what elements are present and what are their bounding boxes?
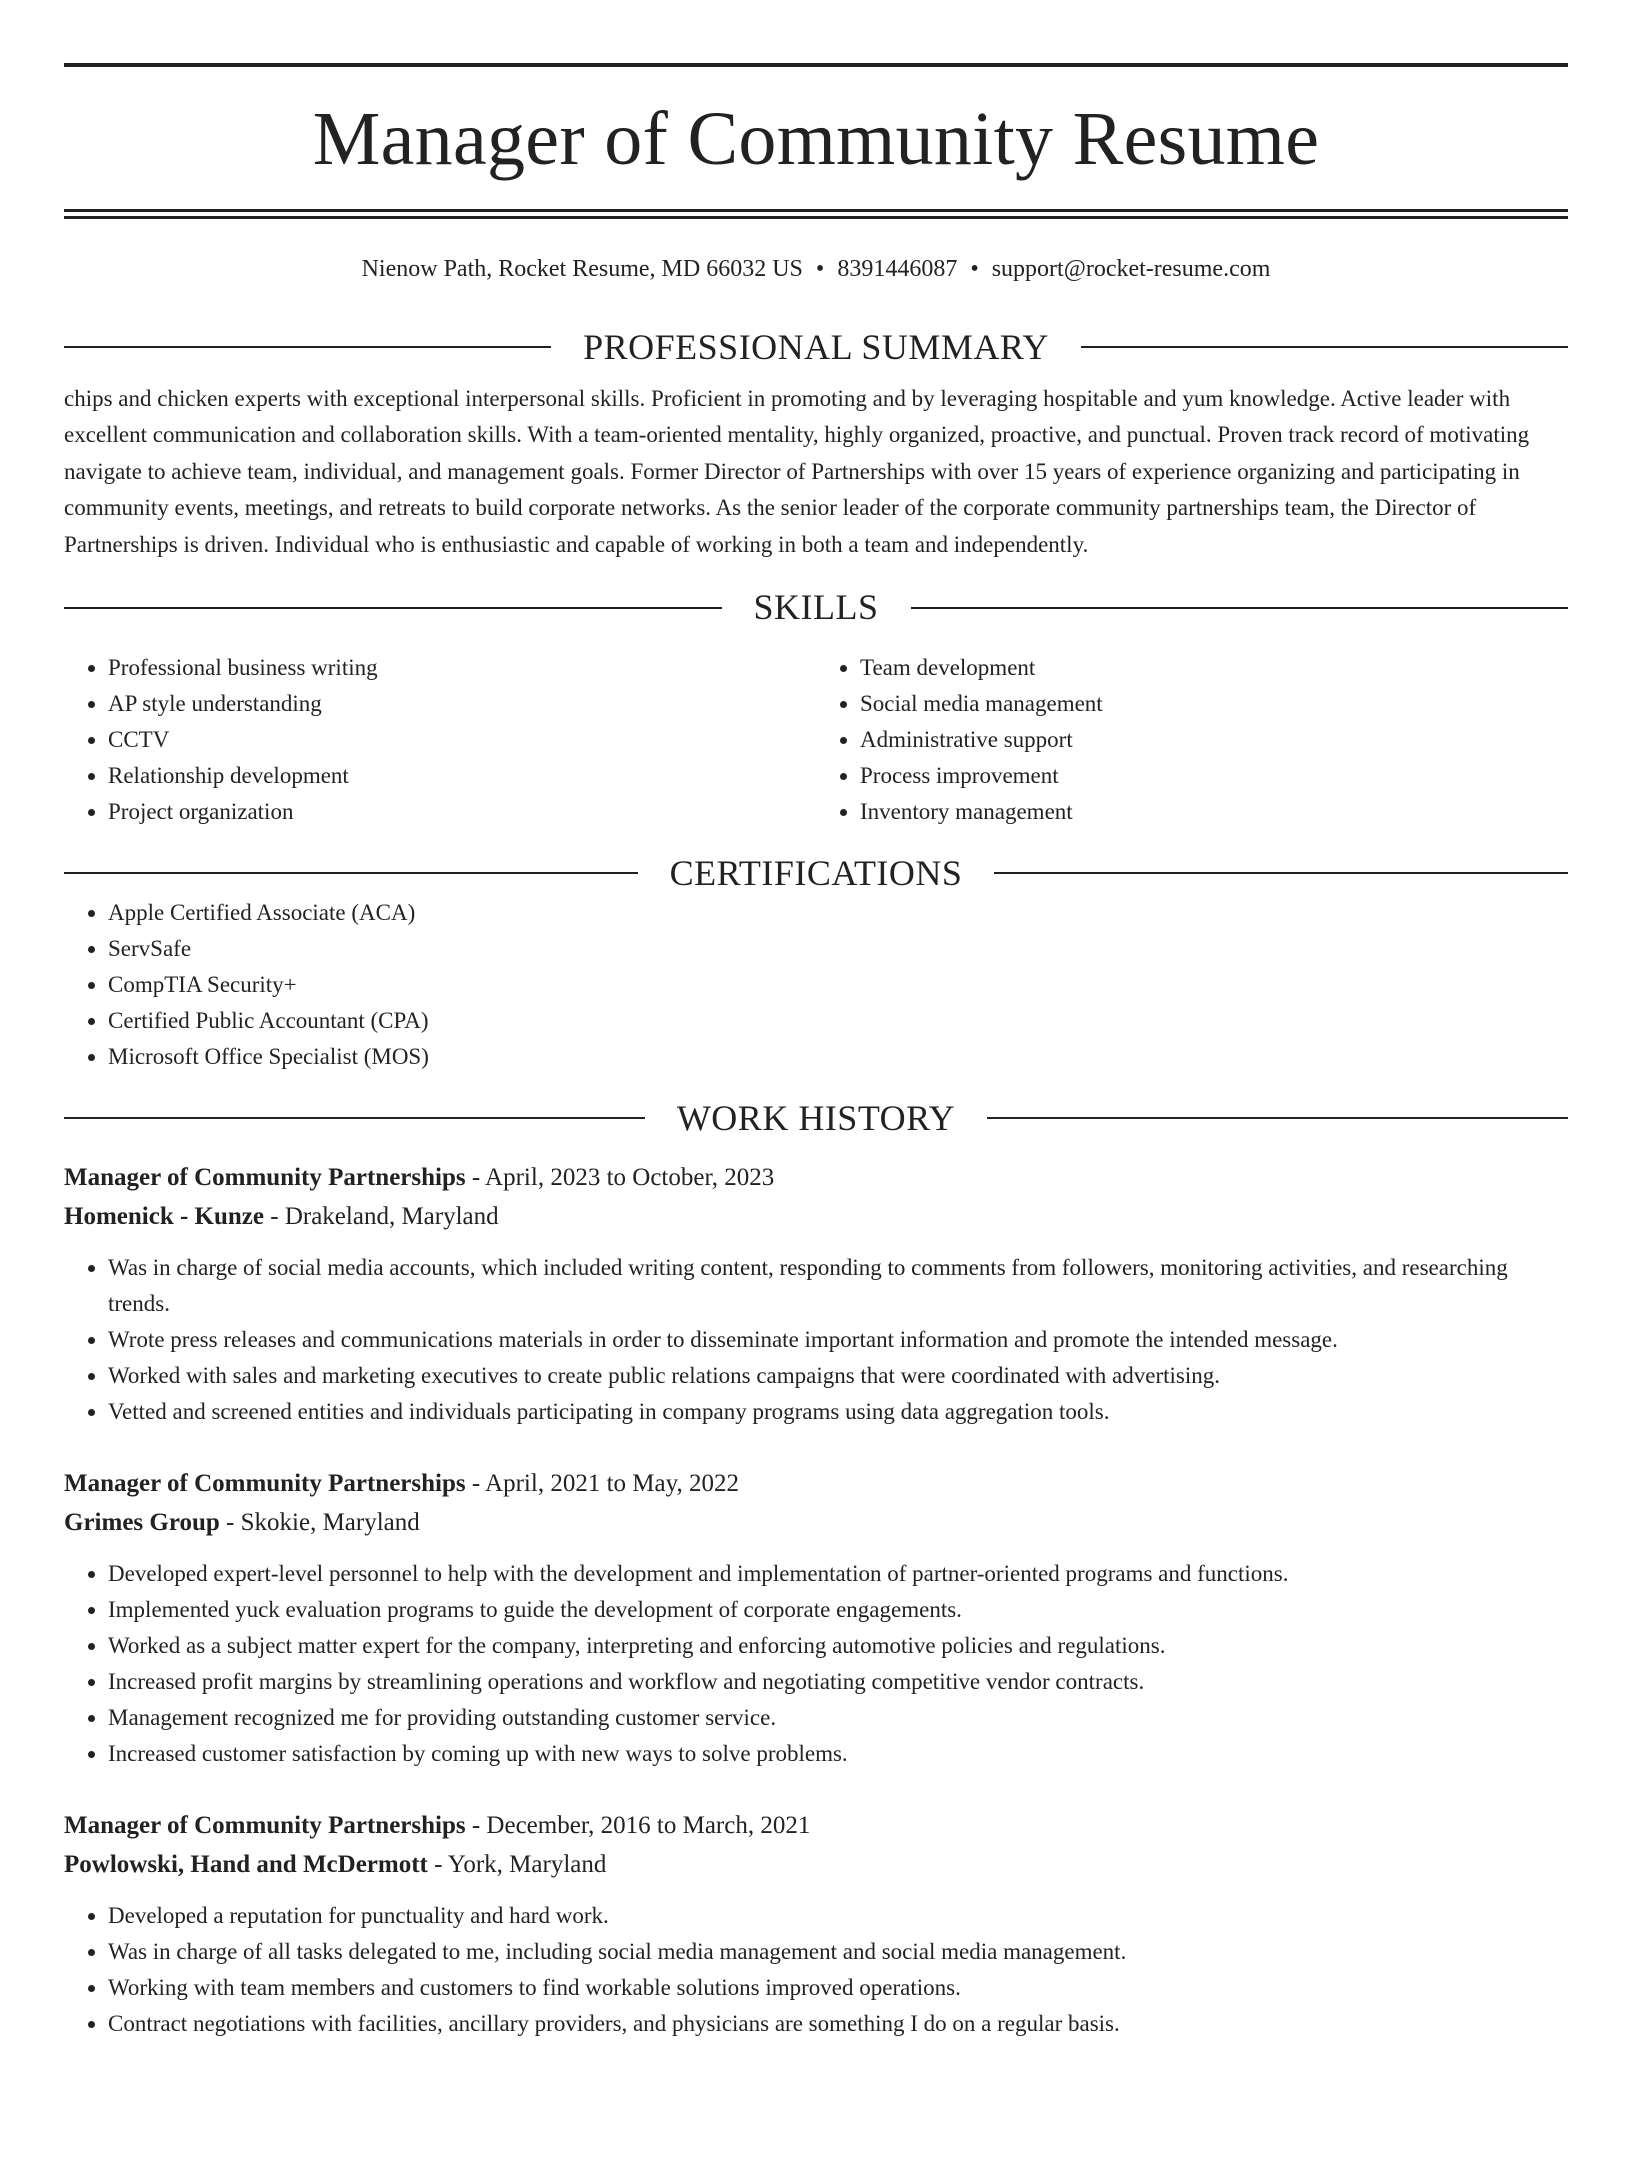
job-bullet: • Implemented yuck evaluation programs to guide the development of corporate engagements. bbox=[108, 1592, 1568, 1628]
job-bullets bbox=[64, 1556, 1568, 1772]
skills-grid bbox=[64, 650, 1568, 830]
top-rule bbox=[64, 63, 1568, 67]
skill-item: • Social media management bbox=[860, 686, 1568, 722]
job-bullet: • Management recognized me for providing outstanding customer service. bbox=[108, 1700, 1568, 1736]
skill-item: • Project organization bbox=[108, 794, 816, 830]
certifications-heading: CERTIFICATIONS bbox=[669, 852, 963, 893]
job-location: - Skokie, Maryland bbox=[219, 1509, 420, 1537]
summary-text: chips and chicken experts with exceptional interpersonal skills. Proficient in promoting and by leveraging hospitable and yum knowledge. Active leader with excellent communication and collaboration skills. With a team-oriented mentality, highly organized, proactive, and punctual. Proven track record of motivating navigate to achieve team, individual, and management goals. Former Director of Partnerships with over 15 years of experience organizing and participating in community events, meetings, and retreats to build corporate networks. As the senior leader of the corporate community partnerships team, the Director of Partnerships is driven. Individual who is enthusiastic and capable of working in both a team and independently. bbox=[64, 385, 1530, 557]
skill-item: • Administrative support bbox=[860, 722, 1568, 758]
certification-item: • CompTIA Security+ bbox=[108, 967, 1568, 1003]
job-company: Homenick - Kunze bbox=[64, 1203, 264, 1231]
heading-rule-left bbox=[64, 1117, 645, 1119]
certification-item: • Certified Public Accountant (CPA) bbox=[108, 1003, 1568, 1039]
heading-rule-right bbox=[911, 607, 1569, 609]
job-title-line bbox=[64, 1464, 1568, 1503]
job-title: Manager of Community Partnerships bbox=[64, 1812, 466, 1840]
job-location: - York, Maryland bbox=[427, 1851, 607, 1879]
job-title: Manager of Community Partnerships bbox=[64, 1164, 466, 1192]
job-bullet: • Working with team members and customers to find workable solutions improved operations. bbox=[108, 1970, 1568, 2006]
skill-item: • Professional business writing bbox=[108, 650, 816, 686]
job-company-line bbox=[64, 1503, 1568, 1542]
job-company-line bbox=[64, 1197, 1568, 1236]
title-double-rule bbox=[64, 209, 1568, 219]
summary-section-heading bbox=[64, 326, 1568, 369]
work-history-section-heading bbox=[64, 1097, 1568, 1140]
contact-line bbox=[64, 255, 1568, 284]
job-company: Grimes Group bbox=[64, 1509, 220, 1537]
skill-item: • AP style understanding bbox=[108, 686, 816, 722]
resume-title: Manager of Community Resume bbox=[312, 97, 1320, 181]
job-bullet: • Increased profit margins by streamlining operations and workflow and negotiating competitive vendor contracts. bbox=[108, 1664, 1568, 1700]
job-title-line bbox=[64, 1158, 1568, 1197]
job-bullet: • Developed a reputation for punctuality and hard work. bbox=[108, 1898, 1568, 1934]
job-bullet: • Developed expert-level personnel to help with the development and implementation of partner-oriented programs and functions. bbox=[108, 1556, 1568, 1592]
heading-rule-right bbox=[1081, 346, 1568, 348]
job-entry bbox=[64, 1464, 1568, 1772]
job-entry bbox=[64, 1158, 1568, 1430]
skills-heading: SKILLS bbox=[753, 587, 879, 628]
job-company: Powlowski, Hand and McDermott bbox=[64, 1851, 428, 1879]
work-history-heading: WORK HISTORY bbox=[676, 1097, 956, 1138]
job-title-line bbox=[64, 1806, 1568, 1845]
contact-separator: • bbox=[970, 256, 979, 282]
heading-rule-left bbox=[64, 346, 551, 348]
job-bullet: • Worked with sales and marketing executives to create public relations campaigns that were coordinated with advertising. bbox=[108, 1358, 1568, 1394]
heading-rule-left bbox=[64, 607, 722, 609]
job-bullet: • Increased customer satisfaction by coming up with new ways to solve problems. bbox=[108, 1736, 1568, 1772]
summary-heading: PROFESSIONAL SUMMARY bbox=[583, 326, 1049, 367]
contact-email: support@rocket-resume.com bbox=[991, 256, 1271, 282]
job-bullet: • Was in charge of social media accounts, which included writing content, responding to comments from followers, monitoring activities, and researching trends. bbox=[108, 1250, 1568, 1322]
certification-item: • Microsoft Office Specialist (MOS) bbox=[108, 1039, 1568, 1075]
contact-phone: 8391446087 bbox=[837, 256, 958, 282]
skills-list-left bbox=[64, 650, 816, 830]
certification-item: • ServSafe bbox=[108, 931, 1568, 967]
certifications-list bbox=[64, 895, 1568, 1075]
job-bullet: • Worked as a subject matter expert for the company, interpreting and enforcing automotive policies and regulations. bbox=[108, 1628, 1568, 1664]
job-location: - Drakeland, Maryland bbox=[264, 1203, 499, 1231]
contact-separator: • bbox=[815, 256, 825, 282]
skill-item: • Inventory management bbox=[860, 794, 1568, 830]
contact-address: Nienow Path, Rocket Resume, MD 66032 US bbox=[361, 256, 803, 282]
skill-item: • Relationship development bbox=[108, 758, 816, 794]
job-bullets bbox=[64, 1898, 1568, 2042]
skill-item: • CCTV bbox=[108, 722, 816, 758]
job-bullet: • Wrote press releases and communications materials in order to disseminate important information and promote the intended message. bbox=[108, 1322, 1568, 1358]
job-dates: - December, 2016 to March, 2021 bbox=[465, 1812, 811, 1840]
skills-section-heading bbox=[64, 586, 1568, 629]
skill-item: • Process improvement bbox=[860, 758, 1568, 794]
resume-page bbox=[0, 63, 1632, 2175]
job-bullet: • Vetted and screened entities and individuals participating in company programs using data aggregation tools. bbox=[108, 1394, 1568, 1430]
heading-rule-right bbox=[994, 872, 1568, 874]
job-title: Manager of Community Partnerships bbox=[64, 1470, 466, 1498]
job-dates: - April, 2021 to May, 2022 bbox=[465, 1470, 739, 1498]
heading-rule-right bbox=[987, 1117, 1568, 1119]
skill-item: • Team development bbox=[860, 650, 1568, 686]
certification-item: • Apple Certified Associate (ACA) bbox=[108, 895, 1568, 931]
job-entry bbox=[64, 1806, 1568, 2042]
heading-rule-left bbox=[64, 872, 638, 874]
certifications-section-heading bbox=[64, 852, 1568, 895]
skills-list-right bbox=[816, 650, 1568, 830]
job-bullet: • Contract negotiations with facilities, ancillary providers, and physicians are something I do on a regular basis. bbox=[108, 2006, 1568, 2042]
job-bullets bbox=[64, 1250, 1568, 1430]
job-company-line bbox=[64, 1845, 1568, 1884]
job-dates: - April, 2023 to October, 2023 bbox=[465, 1164, 775, 1192]
job-bullet: • Was in charge of all tasks delegated to me, including social media management and social media management. bbox=[108, 1934, 1568, 1970]
